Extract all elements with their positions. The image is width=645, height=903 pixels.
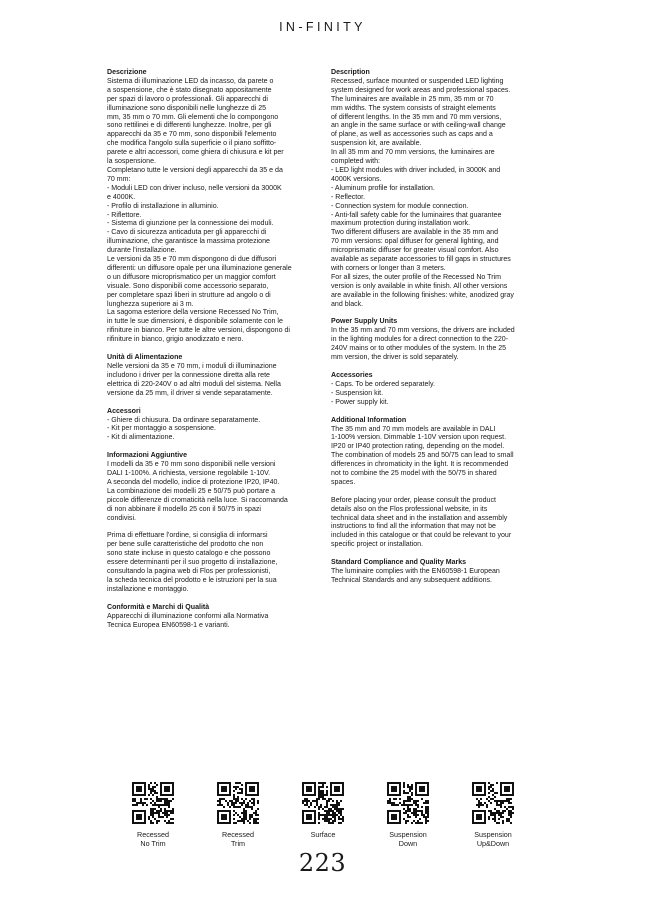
text-line: For all sizes, the outer profile of the Recessed No Trim: [331, 273, 501, 281]
text-line: 1-100% version. Dimmable 1-10V version upon request.: [331, 434, 507, 442]
text-line: - LED light modules with driver included, in 3000K and: [331, 166, 501, 174]
text-line: available as separate accessories to fill gaps in structures: [331, 256, 511, 264]
text-line: Le versioni da 35 e 70 mm dispongono di due diffusori: [107, 256, 277, 264]
text-line: The combination of models 25 and 50/75 can lead to small: [331, 452, 514, 460]
section-heading: Standard Compliance and Quality Marks: [331, 559, 467, 567]
text-line: - Reflector.: [331, 193, 366, 201]
text-line: parete e altri accessori, come ghiera di chiusura e kit per: [107, 149, 284, 157]
text-line: IP20 or IP40 protection rating, depending on the model.: [331, 443, 505, 451]
text-line: mm version, the driver is sold separately.: [331, 354, 459, 362]
text-line: o un diffusore microprismatico per un maggior comfort: [107, 273, 276, 281]
qr-code-label-line: Down: [398, 839, 418, 848]
text-line: In the 35 mm and 70 mm versions, the drivers are included: [331, 327, 515, 335]
text-line: di non abbinare il modello 25 con il 50/75 in spazi: [107, 505, 261, 513]
text-line: la scheda tecnica del prodotto e le istruzioni per la sua: [107, 576, 277, 584]
text-line: an angle in the same surface or with ceiling-wall change: [331, 122, 506, 130]
text-line: Apparecchi di illuminazione conformi alla Normativa: [107, 612, 269, 620]
text-line: La combinazione dei modelli 25 e 50/75 può portare a: [107, 487, 276, 495]
qr-code-item[interactable]: [453, 782, 533, 848]
qr-code-label: [453, 830, 533, 848]
text-line: suspension kit, are available.: [331, 140, 422, 148]
text-section: [331, 559, 571, 586]
text-line: A seconda del modello, indice di protezione IP20, IP40.: [107, 478, 280, 486]
text-line: visuale. Sono disponibili come accessorio separato,: [107, 282, 269, 290]
text-line: 240V mains or to other modules of the system. In the 25: [331, 345, 507, 353]
section-heading: Conformità e Marchi di Qualità: [107, 603, 210, 611]
text-line: differences in chromaticity in the light. It is recommended: [331, 461, 509, 469]
qr-code-icon[interactable]: [283, 782, 363, 824]
qr-code-item[interactable]: [198, 782, 278, 848]
text-line: sono state incluse in questo catalogo e che possono: [107, 550, 271, 558]
text-section: [331, 417, 571, 551]
text-line: of plane, as well as accessories such as caps and a: [331, 131, 493, 139]
qr-code-label-line: Suspension: [474, 830, 512, 839]
qr-code-item[interactable]: [113, 782, 193, 848]
qr-code-label-line: Up&Down: [476, 839, 510, 848]
qr-code-label: [198, 830, 278, 848]
text-line: e 4000K.: [107, 193, 136, 201]
qr-code-icon[interactable]: [368, 782, 448, 824]
text-line: sono rettilinei e di differenti lunghezze. Inoltre, per gli: [107, 122, 272, 130]
section-heading: Accessories: [331, 372, 373, 379]
text-line: installazione e montaggio.: [107, 585, 189, 593]
section-heading: Descrizione: [107, 69, 147, 76]
text-line: per completare spazi liberi in strutture ad angolo o di: [107, 291, 271, 299]
text-line: rifiniture in bianco, grigio anodizzato e nero.: [107, 336, 244, 344]
text-line: are available in the following finishes: white, anodized gray: [331, 291, 514, 299]
text-line: specific project or installation.: [331, 541, 424, 549]
text-line: versione da 25 mm, il driver si vende separatamente.: [107, 389, 273, 397]
text-line: in tutte le sue dimensioni, è disponibile solamente con le: [107, 318, 283, 326]
text-line: rifiniture in bianco. Per tutte le altre versioni, dispongono di: [107, 327, 290, 335]
text-line: - Power supply kit.: [331, 398, 389, 406]
text-line: - Suspension kit.: [331, 389, 384, 397]
text-line: elettrica di 220-240V o ad altri moduli del sistema. Nella: [107, 380, 281, 388]
text-line: Nelle versioni da 35 e 70 mm, i moduli di illuminazione: [107, 363, 277, 370]
text-line: - Sistema di giunzione per la connessione dei moduli.: [107, 220, 274, 228]
text-line: condivisi.: [107, 514, 136, 522]
italian-column: [107, 69, 347, 639]
text-line: Completano tutte le versioni degli apparecchi da 35 e da: [107, 166, 283, 174]
qr-code-item[interactable]: [368, 782, 448, 848]
text-line: includono i driver per la connessione diretta alla rete: [107, 371, 270, 379]
brand-title: IN-FINITY: [279, 20, 366, 34]
text-line: illuminazione sono disponibili nelle lunghezze di 25: [107, 104, 267, 112]
text-section: [107, 354, 347, 399]
qr-code-label: [283, 830, 363, 839]
qr-code-label-line: Trim: [230, 839, 246, 848]
text-line: - Anti-fall safety cable for the luminaires that guarantee: [331, 211, 502, 219]
text-line: - Caps. To be ordered separately.: [331, 380, 435, 388]
text-line: The 35 mm and 70 mm models are available in DALI: [331, 425, 496, 433]
text-line: The luminaires are available in 25 mm, 35 mm or 70: [331, 95, 494, 103]
text-line: not to combine the 25 model with the 50/75 in shared: [331, 470, 497, 478]
qr-code-icon[interactable]: [453, 782, 533, 824]
text-line: - Ghiere di chiusura. Da ordinare separatamente.: [107, 416, 261, 424]
text-line: and black.: [331, 300, 364, 308]
text-line: Recessed, surface mounted or suspended LED lighting: [331, 77, 504, 85]
text-line: Prima di effettuare l'ordine, si consiglia di informarsi: [107, 532, 268, 540]
text-line: Two different diffusers are available in the 35 mm and: [331, 229, 499, 237]
english-column: [331, 69, 571, 595]
text-line: - Kit di alimentazione.: [107, 434, 175, 442]
text-line: illuminazione, che garantisce la massima protezione: [107, 238, 270, 246]
text-section: [331, 318, 571, 363]
text-line: per spazi di lavoro o professionali. Gli apparecchi di: [107, 95, 268, 103]
text-line: In all 35 mm and 70 mm versions, the luminaires are: [331, 149, 495, 157]
text-line: - Connection system for module connection.: [331, 202, 469, 210]
text-line: apparecchi da 35 e 70 mm, sono disponibili l'elemento: [107, 131, 277, 139]
text-line: La sagoma esteriore della versione Recessed No Trim,: [107, 309, 279, 317]
text-section: [107, 408, 347, 444]
text-line: per bene sulle caratteristiche del prodotto che non: [107, 541, 264, 549]
qr-code-item[interactable]: [283, 782, 363, 839]
text-section: [107, 452, 347, 594]
text-line: DALI 1-100%. A richiesta, versione regolabile 1-10V.: [107, 470, 271, 478]
text-section: [107, 604, 347, 631]
section-heading: Unità di Alimentazione: [107, 354, 183, 362]
text-line: I modelli da 35 e 70 mm sono disponibili nelle versioni: [107, 461, 276, 469]
paragraph-gap: [331, 488, 571, 497]
text-line: la sospensione.: [107, 158, 156, 166]
section-heading: Additional Information: [331, 416, 407, 424]
text-line: - Aluminum profile for installation.: [331, 184, 435, 192]
text-line: included in this catalogue or that could be relevant to your: [331, 532, 512, 540]
qr-code-icon[interactable]: [113, 782, 193, 824]
text-line: durante l'installazione.: [107, 247, 177, 255]
page-number: 223: [298, 849, 347, 877]
text-line: completed with:: [331, 158, 380, 166]
qr-code-icon[interactable]: [198, 782, 278, 824]
text-line: - Cavo di sicurezza anticaduta per gli apparecchi di: [107, 229, 267, 237]
text-line: maximum protection during installation work.: [331, 220, 471, 228]
text-line: of different lengths. In the 35 mm and 70 mm versions,: [331, 113, 502, 121]
text-line: lunghezza superiore ai 3 m.: [107, 300, 194, 308]
text-line: version is only available in white finish. All other versions: [331, 282, 508, 290]
text-line: mm, 35 mm o 70 mm. Gli elementi che lo compongono: [107, 113, 279, 121]
text-line: details also on the Flos professional website, in its: [331, 505, 488, 513]
qr-code-label-line: No Trim: [140, 839, 166, 848]
section-heading: Informazioni Aggiuntive: [107, 452, 187, 460]
text-line: system designed for work areas and professional spaces.: [331, 86, 511, 94]
text-line: Technical Standards and any subsequent additions.: [331, 577, 493, 585]
text-line: 70 mm:: [107, 175, 131, 183]
qr-code-label-line: Recessed: [222, 830, 254, 839]
qr-code-label-line: Recessed: [137, 830, 169, 839]
text-line: - Riflettore.: [107, 211, 142, 219]
text-line: mm widths. The system consists of straight elements: [331, 104, 496, 112]
text-line: consultando la pagina web di Flos per professionisti,: [107, 568, 271, 576]
text-line: Sistema di illuminazione LED da incasso, da parete o: [107, 77, 274, 85]
section-heading: Power Supply Units: [331, 318, 398, 326]
text-line: instructions to find all the information that may not be: [331, 523, 496, 531]
section-heading: Accessori: [107, 407, 141, 415]
text-line: - Profilo di installazione in alluminio.: [107, 202, 219, 210]
text-section: [331, 372, 571, 408]
text-line: technical data sheet and in the installation and assembly: [331, 514, 508, 522]
qr-code-label-line: Suspension: [389, 830, 427, 839]
text-section: [331, 69, 571, 309]
text-line: with corners or longer than 3 meters.: [331, 264, 446, 272]
text-line: microprismatic diffuser for greater visual comfort. Also: [331, 247, 499, 255]
qr-code-label: [113, 830, 193, 848]
text-line: spaces.: [331, 478, 356, 486]
text-section: [107, 69, 347, 345]
text-line: - Moduli LED con driver incluso, nelle versioni da 3000K: [107, 184, 282, 192]
text-line: in the lighting modules for a direct connection to the 220-: [331, 336, 509, 344]
text-line: Before placing your order, please consult the product: [331, 496, 496, 504]
qr-code-label: [368, 830, 448, 848]
text-line: Tecnica Europea EN60598-1 e varianti.: [107, 621, 230, 629]
text-line: a sospensione, che è stato disegnato appositamente: [107, 86, 272, 94]
text-line: 70 mm versions: opal diffuser for general lighting, and: [331, 238, 499, 246]
paragraph-gap: [107, 524, 347, 533]
qr-code-label-line: Surface: [310, 830, 336, 839]
section-heading: Description: [331, 69, 370, 76]
text-line: piccole differenze di cromaticità nella luce. Si raccomanda: [107, 496, 288, 504]
text-line: che modifica l'angolo sulla superficie o il piano soffitto-: [107, 140, 277, 148]
text-line: The luminaire complies with the EN60598-1 European: [331, 568, 500, 576]
text-line: differenti: un diffusore opale per una illuminazione generale: [107, 264, 292, 272]
text-line: - Kit per montaggio a sospensione.: [107, 425, 216, 433]
text-line: 4000K versions.: [331, 175, 382, 183]
text-line: essere determinanti per il suo progetto di installazione,: [107, 559, 278, 567]
